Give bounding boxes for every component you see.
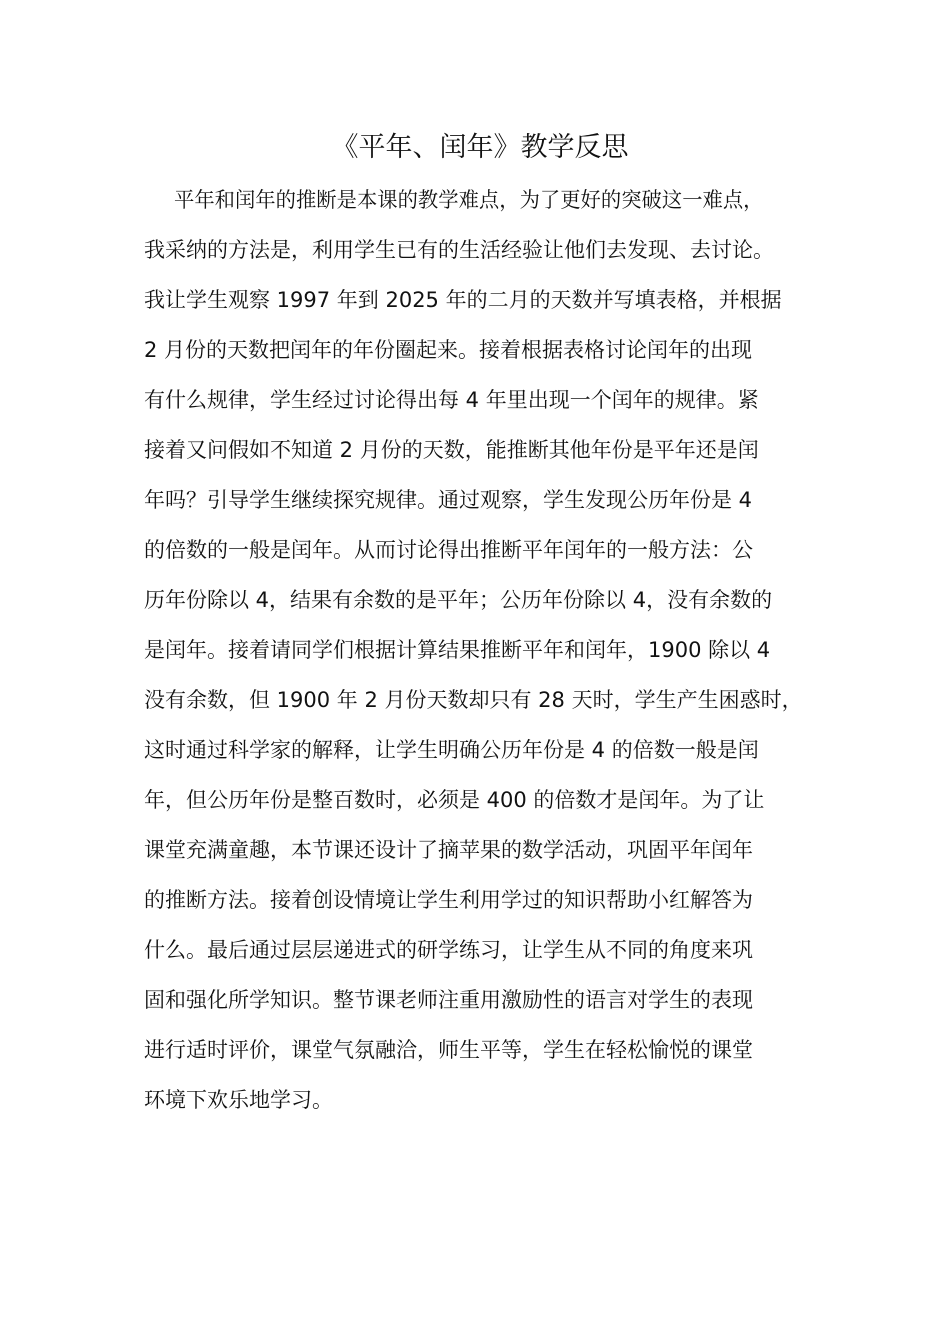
paragraph-line: 的倍数的一般是闰年。从而讨论得出推断平年闰年的一般方法：公 (144, 538, 753, 562)
paragraph-line: 课堂充满童趣，本节课还设计了摘苹果的数学活动，巩固平年闰年 (144, 838, 753, 862)
paragraph-line: 是闰年。接着请同学们根据计算结果推断平年和闰年，1900 除以 4 (144, 638, 771, 662)
paragraph-line: 固和强化所学知识。整节课老师注重用激励性的语言对学生的表现 (144, 988, 753, 1012)
paragraph-line: 接着又问假如不知道 2 月份的天数，能推断其他年份是平年还是闰 (144, 438, 759, 462)
paragraph-line: 我让学生观察 1997 年到 2025 年的二月的天数并写填表格，并根据 (144, 288, 782, 312)
paragraph-line: 什么。最后通过层层递进式的研学练习，让学生从不同的角度来巩 (144, 938, 753, 962)
paragraph-line: 环境下欢乐地学习。 (144, 1088, 333, 1112)
paragraph-line: 历年份除以 4，结果有余数的是平年；公历年份除以 4，没有余数的 (144, 588, 773, 612)
paragraph-line: 年，但公历年份是整百数时，必须是 400 的倍数才是闰年。为了让 (144, 788, 765, 812)
paragraph-line: 没有余数，但 1900 年 2 月份天数却只有 28 天时，学生产生困惑时， (144, 688, 803, 712)
paragraph-line: 的推断方法。接着创设情境让学生利用学过的知识帮助小红解答为 (144, 888, 753, 912)
paragraph-line: 我采纳的方法是，利用学生已有的生活经验让他们去发现、去讨论。 (144, 238, 774, 262)
paragraph-line: 2 月份的天数把闰年的年份圈起来。接着根据表格讨论闰年的出现 (144, 338, 753, 362)
paragraph-line: 这时通过科学家的解释，让学生明确公历年份是 4 的倍数一般是闰 (144, 738, 759, 762)
paragraph-line: 进行适时评价，课堂气氛融洽，师生平等，学生在轻松愉悦的课堂 (144, 1038, 753, 1062)
paragraph-line: 年吗？引导学生继续探究规律。通过观察，学生发现公历年份是 4 (144, 488, 753, 512)
paragraph-line: 有什么规律，学生经过讨论得出每 4 年里出现一个闰年的规律。紧 (144, 388, 759, 412)
paragraph-line: 平年和闰年的推断是本课的教学难点，为了更好的突破这一难点， (174, 188, 764, 212)
document-title: 《平年、闰年》教学反思 (331, 132, 629, 163)
